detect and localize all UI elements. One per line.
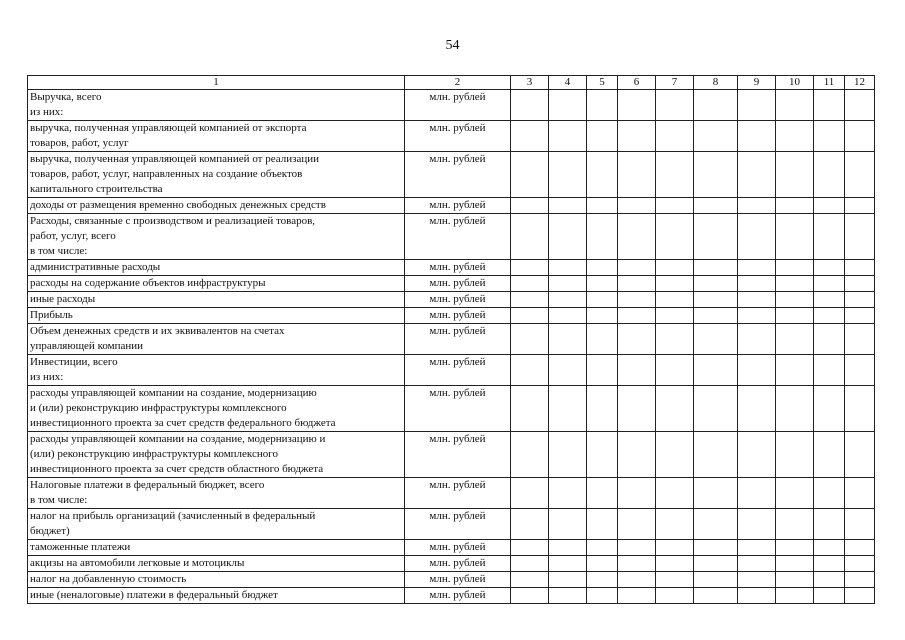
value-cell-col-8: [694, 509, 738, 540]
row-label-line: в том числе:: [30, 494, 88, 506]
value-cell-col-7: [656, 260, 694, 276]
table-row: [28, 588, 875, 604]
value-cell-col-10: [776, 198, 814, 214]
value-cell-col-6: [618, 214, 656, 260]
row-label-line: расходы управляющей компании на создание, модернизацию и: [30, 433, 326, 445]
value-cell-col-7: [656, 198, 694, 214]
table-row: [28, 292, 875, 308]
value-cell-col-6: [618, 556, 656, 572]
value-cell-col-5: [587, 432, 618, 478]
value-cell-col-9: [738, 540, 776, 556]
value-cell-col-9: [738, 90, 776, 121]
column-header-5: 5: [587, 76, 618, 90]
row-label: [28, 540, 405, 556]
value-cell-col-10: [776, 276, 814, 292]
value-cell-col-12: [845, 572, 875, 588]
row-label-line: Выручка, всего: [30, 91, 102, 103]
value-cell-col-8: [694, 198, 738, 214]
row-label-line: Налоговые платежи в федеральный бюджет, всего: [30, 479, 265, 491]
value-cell-col-4: [549, 260, 587, 276]
column-header-1: 1: [28, 76, 405, 90]
value-cell-col-10: [776, 478, 814, 509]
value-cell-col-3: [511, 540, 549, 556]
row-unit: млн. рублей: [405, 355, 511, 386]
row-label: [28, 198, 405, 214]
value-cell-col-10: [776, 324, 814, 355]
table-row: [28, 386, 875, 432]
value-cell-col-11: [814, 324, 845, 355]
value-cell-col-5: [587, 152, 618, 198]
value-cell-col-9: [738, 308, 776, 324]
value-cell-col-12: [845, 152, 875, 198]
value-cell-col-9: [738, 478, 776, 509]
row-label-line: из них:: [30, 371, 64, 383]
value-cell-col-10: [776, 292, 814, 308]
row-unit: млн. рублей: [405, 588, 511, 604]
value-cell-col-12: [845, 260, 875, 276]
row-label-line: налог на добавленную стоимость: [30, 573, 187, 585]
column-header-11: 11: [814, 76, 845, 90]
value-cell-col-7: [656, 540, 694, 556]
row-label-line: иные расходы: [30, 293, 96, 305]
table-row: [28, 478, 875, 509]
value-cell-col-12: [845, 198, 875, 214]
value-cell-col-5: [587, 572, 618, 588]
value-cell-col-10: [776, 214, 814, 260]
table-row: [28, 324, 875, 355]
value-cell-col-12: [845, 292, 875, 308]
value-cell-col-12: [845, 540, 875, 556]
value-cell-col-11: [814, 90, 845, 121]
value-cell-col-12: [845, 556, 875, 572]
value-cell-col-3: [511, 572, 549, 588]
row-label-line: товаров, работ, услуг, направленных на создание объектов: [30, 168, 303, 180]
value-cell-col-3: [511, 152, 549, 198]
value-cell-col-10: [776, 540, 814, 556]
value-cell-col-10: [776, 386, 814, 432]
value-cell-col-11: [814, 386, 845, 432]
row-unit: млн. рублей: [405, 152, 511, 198]
value-cell-col-7: [656, 572, 694, 588]
table-row: [28, 308, 875, 324]
value-cell-col-8: [694, 152, 738, 198]
table-row: [28, 121, 875, 152]
value-cell-col-4: [549, 121, 587, 152]
value-cell-col-7: [656, 90, 694, 121]
row-label-line: доходы от размещения временно свободных денежных средств: [30, 199, 326, 211]
row-label-line: из них:: [30, 106, 64, 118]
value-cell-col-6: [618, 386, 656, 432]
value-cell-col-3: [511, 214, 549, 260]
table-row: [28, 214, 875, 260]
row-label-line: выручка, полученная управляющей компанией от экспорта: [30, 122, 307, 134]
value-cell-col-8: [694, 276, 738, 292]
value-cell-col-4: [549, 90, 587, 121]
row-unit: млн. рублей: [405, 90, 511, 121]
value-cell-col-5: [587, 588, 618, 604]
row-label-line: таможенные платежи: [30, 541, 131, 553]
row-label: [28, 292, 405, 308]
value-cell-col-12: [845, 308, 875, 324]
value-cell-col-9: [738, 432, 776, 478]
value-cell-col-11: [814, 214, 845, 260]
value-cell-col-10: [776, 432, 814, 478]
value-cell-col-7: [656, 152, 694, 198]
row-unit: млн. рублей: [405, 556, 511, 572]
value-cell-col-3: [511, 386, 549, 432]
column-header-6: 6: [618, 76, 656, 90]
value-cell-col-3: [511, 276, 549, 292]
value-cell-col-3: [511, 260, 549, 276]
value-cell-col-6: [618, 121, 656, 152]
row-label-line: работ, услуг, всего: [30, 230, 116, 242]
row-label-line: инвестиционного проекта за счет средств областного бюджета: [30, 463, 324, 475]
row-label-line: Расходы, связанные с производством и реализацией товаров,: [30, 215, 316, 227]
value-cell-col-5: [587, 324, 618, 355]
value-cell-col-10: [776, 556, 814, 572]
value-cell-col-11: [814, 588, 845, 604]
value-cell-col-5: [587, 308, 618, 324]
value-cell-col-8: [694, 355, 738, 386]
row-label: [28, 324, 405, 355]
value-cell-col-5: [587, 556, 618, 572]
value-cell-col-10: [776, 572, 814, 588]
value-cell-col-9: [738, 292, 776, 308]
row-label-line: иные (неналоговые) платежи в федеральный бюджет: [30, 589, 278, 601]
column-header-2: 2: [405, 76, 511, 90]
value-cell-col-9: [738, 509, 776, 540]
value-cell-col-5: [587, 355, 618, 386]
row-label: [28, 308, 405, 324]
row-unit: млн. рублей: [405, 198, 511, 214]
value-cell-col-12: [845, 478, 875, 509]
row-label-line: расходы управляющей компании на создание, модернизацию: [30, 387, 317, 399]
row-unit: млн. рублей: [405, 308, 511, 324]
row-label: [28, 588, 405, 604]
table-row: [28, 572, 875, 588]
value-cell-col-10: [776, 509, 814, 540]
value-cell-col-4: [549, 292, 587, 308]
value-cell-col-4: [549, 324, 587, 355]
value-cell-col-4: [549, 556, 587, 572]
value-cell-col-6: [618, 276, 656, 292]
value-cell-col-4: [549, 509, 587, 540]
value-cell-col-11: [814, 121, 845, 152]
value-cell-col-12: [845, 324, 875, 355]
table-row: [28, 432, 875, 478]
value-cell-col-5: [587, 478, 618, 509]
value-cell-col-10: [776, 152, 814, 198]
value-cell-col-3: [511, 478, 549, 509]
value-cell-col-12: [845, 276, 875, 292]
value-cell-col-8: [694, 308, 738, 324]
value-cell-col-6: [618, 152, 656, 198]
value-cell-col-12: [845, 90, 875, 121]
value-cell-col-11: [814, 260, 845, 276]
value-cell-col-4: [549, 198, 587, 214]
value-cell-col-6: [618, 588, 656, 604]
row-unit: млн. рублей: [405, 324, 511, 355]
value-cell-col-9: [738, 386, 776, 432]
value-cell-col-3: [511, 308, 549, 324]
value-cell-col-8: [694, 478, 738, 509]
value-cell-col-9: [738, 572, 776, 588]
value-cell-col-8: [694, 324, 738, 355]
value-cell-col-6: [618, 324, 656, 355]
value-cell-col-10: [776, 260, 814, 276]
value-cell-col-7: [656, 478, 694, 509]
value-cell-col-7: [656, 556, 694, 572]
value-cell-col-9: [738, 152, 776, 198]
value-cell-col-5: [587, 121, 618, 152]
row-unit: млн. рублей: [405, 276, 511, 292]
value-cell-col-11: [814, 572, 845, 588]
value-cell-col-7: [656, 355, 694, 386]
value-cell-col-4: [549, 478, 587, 509]
table-row: [28, 540, 875, 556]
value-cell-col-6: [618, 90, 656, 121]
value-cell-col-6: [618, 355, 656, 386]
row-unit: млн. рублей: [405, 292, 511, 308]
value-cell-col-5: [587, 509, 618, 540]
value-cell-col-9: [738, 260, 776, 276]
value-cell-col-3: [511, 588, 549, 604]
row-label: [28, 478, 405, 509]
value-cell-col-8: [694, 572, 738, 588]
value-cell-col-6: [618, 308, 656, 324]
value-cell-col-11: [814, 432, 845, 478]
row-label-line: и (или) реконструкцию инфраструктуры комплексного: [30, 402, 287, 414]
value-cell-col-11: [814, 540, 845, 556]
value-cell-col-3: [511, 324, 549, 355]
value-cell-col-12: [845, 121, 875, 152]
value-cell-col-4: [549, 276, 587, 292]
value-cell-col-5: [587, 540, 618, 556]
row-label-line: в том числе:: [30, 245, 88, 257]
row-label: [28, 152, 405, 198]
value-cell-col-8: [694, 432, 738, 478]
value-cell-col-12: [845, 588, 875, 604]
row-unit: млн. рублей: [405, 386, 511, 432]
row-label: [28, 355, 405, 386]
row-label: [28, 386, 405, 432]
value-cell-col-11: [814, 509, 845, 540]
value-cell-col-6: [618, 540, 656, 556]
table-row: [28, 152, 875, 198]
value-cell-col-9: [738, 556, 776, 572]
value-cell-col-11: [814, 478, 845, 509]
report-table: [27, 75, 875, 604]
value-cell-col-4: [549, 152, 587, 198]
value-cell-col-10: [776, 588, 814, 604]
value-cell-col-6: [618, 432, 656, 478]
table-row: [28, 556, 875, 572]
column-number-row: [28, 76, 875, 90]
row-label: [28, 214, 405, 260]
value-cell-col-10: [776, 355, 814, 386]
value-cell-col-4: [549, 540, 587, 556]
value-cell-col-6: [618, 260, 656, 276]
value-cell-col-8: [694, 260, 738, 276]
value-cell-col-4: [549, 588, 587, 604]
table-row: [28, 260, 875, 276]
value-cell-col-7: [656, 308, 694, 324]
value-cell-col-8: [694, 540, 738, 556]
value-cell-col-10: [776, 308, 814, 324]
value-cell-col-5: [587, 90, 618, 121]
row-label-line: инвестиционного проекта за счет средств федерального бюджета: [30, 417, 336, 429]
value-cell-col-9: [738, 355, 776, 386]
value-cell-col-5: [587, 292, 618, 308]
row-label-line: управляющей компании: [30, 340, 144, 352]
column-header-7: 7: [656, 76, 694, 90]
value-cell-col-7: [656, 292, 694, 308]
row-label: [28, 121, 405, 152]
column-header-4: 4: [549, 76, 587, 90]
value-cell-col-6: [618, 292, 656, 308]
value-cell-col-7: [656, 324, 694, 355]
table-row: [28, 90, 875, 121]
row-unit: млн. рублей: [405, 121, 511, 152]
value-cell-col-7: [656, 386, 694, 432]
row-label: [28, 556, 405, 572]
value-cell-col-6: [618, 198, 656, 214]
row-label: [28, 260, 405, 276]
table-row: [28, 509, 875, 540]
value-cell-col-3: [511, 90, 549, 121]
value-cell-col-5: [587, 214, 618, 260]
value-cell-col-12: [845, 432, 875, 478]
value-cell-col-9: [738, 276, 776, 292]
value-cell-col-4: [549, 572, 587, 588]
value-cell-col-4: [549, 308, 587, 324]
row-unit: млн. рублей: [405, 540, 511, 556]
value-cell-col-12: [845, 509, 875, 540]
value-cell-col-4: [549, 355, 587, 386]
value-cell-col-5: [587, 386, 618, 432]
row-label: [28, 276, 405, 292]
value-cell-col-7: [656, 509, 694, 540]
value-cell-col-8: [694, 214, 738, 260]
value-cell-col-9: [738, 121, 776, 152]
value-cell-col-11: [814, 556, 845, 572]
value-cell-col-4: [549, 432, 587, 478]
value-cell-col-4: [549, 214, 587, 260]
value-cell-col-11: [814, 292, 845, 308]
row-unit: млн. рублей: [405, 214, 511, 260]
value-cell-col-7: [656, 432, 694, 478]
value-cell-col-11: [814, 308, 845, 324]
value-cell-col-11: [814, 276, 845, 292]
row-unit: млн. рублей: [405, 509, 511, 540]
value-cell-col-3: [511, 509, 549, 540]
row-label-line: Прибыль: [30, 309, 73, 321]
value-cell-col-8: [694, 556, 738, 572]
value-cell-col-3: [511, 198, 549, 214]
row-label-line: расходы на содержание объектов инфраструктуры: [30, 277, 266, 289]
value-cell-col-8: [694, 292, 738, 308]
row-label-line: бюджет): [30, 525, 70, 537]
row-label-line: (или) реконструкцию инфраструктуры комплексного: [30, 448, 278, 460]
row-label-line: налог на прибыль организаций (зачисленный в федеральный: [30, 510, 316, 522]
value-cell-col-7: [656, 214, 694, 260]
value-cell-col-11: [814, 355, 845, 386]
row-unit: млн. рублей: [405, 572, 511, 588]
value-cell-col-9: [738, 324, 776, 355]
value-cell-col-6: [618, 478, 656, 509]
value-cell-col-7: [656, 121, 694, 152]
value-cell-col-9: [738, 198, 776, 214]
row-label-line: Объем денежных средств и их эквивалентов на счетах: [30, 325, 285, 337]
row-unit: млн. рублей: [405, 260, 511, 276]
column-header-3: 3: [511, 76, 549, 90]
value-cell-col-3: [511, 432, 549, 478]
value-cell-col-6: [618, 572, 656, 588]
row-unit: млн. рублей: [405, 478, 511, 509]
page-number: 54: [445, 38, 460, 53]
column-header-12: 12: [845, 76, 875, 90]
value-cell-col-3: [511, 292, 549, 308]
table-row: [28, 198, 875, 214]
column-header-10: 10: [776, 76, 814, 90]
row-label-line: капитального строительства: [30, 183, 163, 195]
value-cell-col-9: [738, 214, 776, 260]
value-cell-col-12: [845, 214, 875, 260]
value-cell-col-5: [587, 198, 618, 214]
row-label-line: административные расходы: [30, 261, 161, 273]
value-cell-col-5: [587, 260, 618, 276]
row-label: [28, 572, 405, 588]
row-label-line: выручка, полученная управляющей компанией от реализации: [30, 153, 319, 165]
value-cell-col-3: [511, 121, 549, 152]
value-cell-col-8: [694, 386, 738, 432]
value-cell-col-3: [511, 556, 549, 572]
value-cell-col-8: [694, 121, 738, 152]
table-row: [28, 276, 875, 292]
row-label-line: Инвестиции, всего: [30, 356, 118, 368]
value-cell-col-11: [814, 198, 845, 214]
column-header-9: 9: [738, 76, 776, 90]
row-label: [28, 432, 405, 478]
value-cell-col-7: [656, 588, 694, 604]
value-cell-col-7: [656, 276, 694, 292]
row-label: [28, 90, 405, 121]
row-label-line: товаров, работ, услуг: [30, 137, 129, 149]
value-cell-col-11: [814, 152, 845, 198]
value-cell-col-8: [694, 588, 738, 604]
value-cell-col-10: [776, 121, 814, 152]
value-cell-col-10: [776, 90, 814, 121]
table-row: [28, 355, 875, 386]
value-cell-col-6: [618, 509, 656, 540]
value-cell-col-5: [587, 276, 618, 292]
value-cell-col-9: [738, 588, 776, 604]
value-cell-col-4: [549, 386, 587, 432]
value-cell-col-12: [845, 355, 875, 386]
value-cell-col-12: [845, 386, 875, 432]
row-label: [28, 509, 405, 540]
row-label-line: акцизы на автомобили легковые и мотоциклы: [30, 557, 245, 569]
column-header-8: 8: [694, 76, 738, 90]
value-cell-col-8: [694, 90, 738, 121]
value-cell-col-3: [511, 355, 549, 386]
row-unit: млн. рублей: [405, 432, 511, 478]
